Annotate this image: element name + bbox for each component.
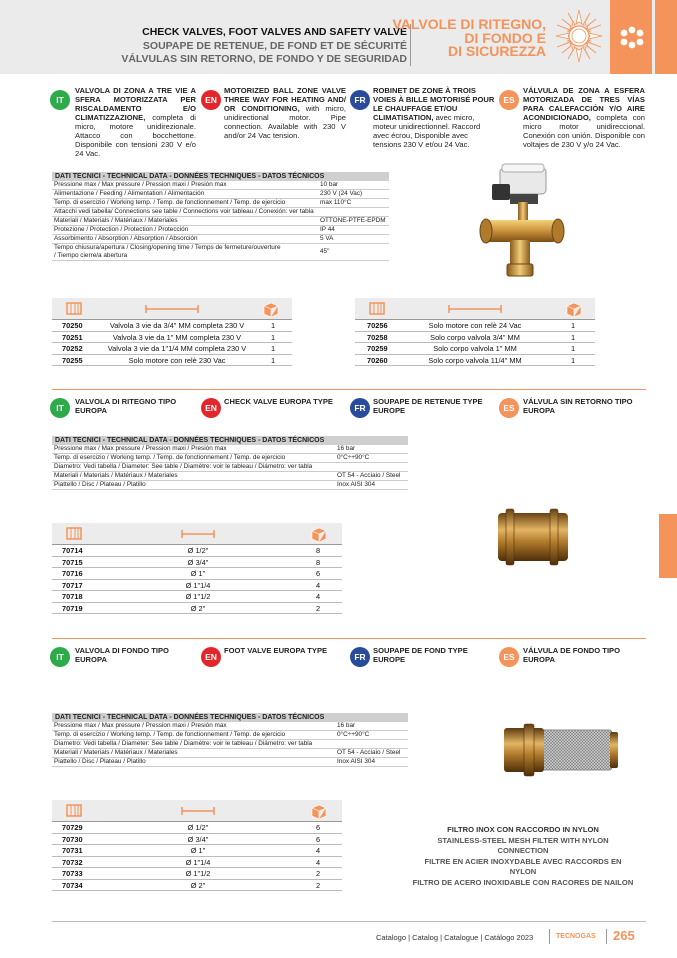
package-icon xyxy=(262,301,280,317)
product-code: 70255 xyxy=(62,355,83,365)
table-row xyxy=(52,591,342,603)
footer-catalog: Catalogo | Catalog | Catalogue | Catálogo 2023 xyxy=(376,933,534,942)
product-qty: 2 xyxy=(316,869,321,878)
product-qty: 6 xyxy=(316,834,321,844)
tech-label: Materiali / Materials / Matériaux / Materiales xyxy=(54,749,178,756)
product-size: Ø 1"1/4 xyxy=(185,857,211,867)
tech-row xyxy=(52,226,389,235)
product-code: 70251 xyxy=(62,332,83,342)
tech-label: Attacchi vedi tabella/ Connections see table / Connections voir tableau / Conexión: ver tabla xyxy=(54,208,314,215)
product-size: Ø 1" xyxy=(190,846,206,855)
s1-desc-it: VALVOLA DI ZONA A TRE VIE A SFERA MOTORIZZATA PER RISCALDAMENTO E/O CLIMATIZZAZIONE, completa di micro, motore unidirezionale. Attacco con bocchettone. Disponibile con tensioni 230 V e/o 24 Vac. xyxy=(75,86,196,158)
tech-label: Temp. di esercizio / Working temp. / Temp. de fonctionnement / Temp. de ejercicio xyxy=(54,199,286,206)
product-code: 70259 xyxy=(367,344,388,353)
tech-label: Piattello / Disc / Plateau / Platillo xyxy=(54,758,146,765)
product-qty: 2 xyxy=(316,603,321,613)
section-divider xyxy=(52,638,646,639)
title-en: CHECK VALVES, FOOT VALVES AND SAFETY VALVE xyxy=(142,26,407,38)
tech-label: Diametro: Vedi tabella / Diameter: See table / Diamètre: voir le tableau / Diámetro: ver tabla xyxy=(54,463,313,470)
table-row xyxy=(52,822,342,834)
package-icon xyxy=(310,526,328,542)
tech-row xyxy=(52,454,408,463)
lang-badge-es: ES xyxy=(499,647,519,667)
code-icon xyxy=(66,526,82,541)
tech-label: Tempo chiusura/apertura / Closing/opening time / Temps de fermeture/ouverture / Tiempo cierre/a abertura xyxy=(54,244,281,259)
s3-title-it: VALVOLA DI FONDO TIPO EUROPA xyxy=(75,646,169,664)
lang-badge-es: ES xyxy=(499,398,519,418)
product-qty: 4 xyxy=(316,580,321,590)
tech-row xyxy=(52,758,408,767)
code-icon xyxy=(66,803,82,818)
header-accent-block xyxy=(610,0,652,74)
product-code: 70252 xyxy=(62,344,83,353)
tech-value: Inox AISI 304 xyxy=(337,758,376,765)
table-row xyxy=(52,857,342,869)
product-qty: 1 xyxy=(571,344,576,353)
tech-label: Protezione / Protection / Protection / Protección xyxy=(54,226,189,233)
tech-value: IP 44 xyxy=(320,226,335,233)
table-row xyxy=(355,343,595,355)
tech-value: OT 54 - Acciaio / Steel xyxy=(337,749,401,756)
table-row xyxy=(52,834,342,846)
s3-product-table xyxy=(52,800,342,891)
tech-label: Temp. di esercizio / Working temp. / Temp. de fonctionnement / Temp. de ejercicio xyxy=(54,454,286,461)
s1-product-table-right xyxy=(355,298,595,366)
table-row xyxy=(355,332,595,344)
tech-value: 230 V (24 Vac) xyxy=(320,190,363,197)
s3-title-es: VÁLVULA DE FONDO TIPO EUROPA xyxy=(523,646,621,664)
product-qty: 1 xyxy=(571,332,576,342)
product-code: 70258 xyxy=(367,332,388,342)
page-number: 265 xyxy=(613,928,635,943)
product-code: 70729 xyxy=(62,823,83,832)
tech-row xyxy=(52,463,408,472)
product-code: 70260 xyxy=(367,355,388,365)
product-size: Ø 1/2" xyxy=(187,823,209,832)
foot-valve-image xyxy=(500,722,640,778)
product-qty: 8 xyxy=(316,546,321,555)
section-divider xyxy=(52,389,646,390)
product-code: 70714 xyxy=(62,546,83,555)
motorized-valve-image xyxy=(470,160,570,285)
product-qty: 6 xyxy=(316,569,321,578)
s1-desc-fr: ROBINET DE ZONE À TROIS VOIES À BILLE MOTORISÉ POUR LE CHAUFFAGE ET/OU CLIMATISATION, avec micro, moteur unidirectionnel. Raccord avec écrou, Disponible avec tensions 230 V et/ou 24 Vac. xyxy=(373,86,495,149)
title-es: VÁLVULAS SIN RETORNO, DE FONDO Y DE SEGURIDAD xyxy=(121,53,407,65)
s1-tech-title: DATI TECNICI - TECHNICAL DATA - DONNÉES TECHNIQUES - DATOS TÉCNICOS xyxy=(52,172,389,181)
tech-value: 0°C÷+90°C xyxy=(337,454,370,461)
tech-row xyxy=(52,190,389,199)
code-icon xyxy=(66,301,82,316)
description-icon xyxy=(447,304,503,314)
table-header xyxy=(52,298,292,320)
product-qty: 2 xyxy=(316,880,321,890)
product-qty: 4 xyxy=(316,592,321,601)
lang-badge-it: IT xyxy=(50,647,70,667)
footer-brand: TECNOGAS xyxy=(556,933,596,940)
table-row xyxy=(355,320,595,332)
product-qty: 1 xyxy=(271,344,276,353)
page-side-tab xyxy=(659,514,677,578)
product-code: 70717 xyxy=(62,580,83,590)
lang-badge-it: IT xyxy=(50,90,70,110)
product-code: 70731 xyxy=(62,846,83,855)
footer-divider xyxy=(52,921,646,922)
tech-row xyxy=(52,199,389,208)
table-row xyxy=(52,868,342,880)
table-header xyxy=(355,298,595,320)
product-description: Valvola 3 vie da 3/4" MM completa 230 V xyxy=(109,321,245,330)
product-description: Valvola 3 vie da 1"1/4 MM completa 230 V xyxy=(107,344,247,353)
table-row xyxy=(52,545,342,557)
tech-row xyxy=(52,235,389,244)
table-header xyxy=(52,800,342,822)
lang-badge-fr: FR xyxy=(350,398,370,418)
tech-value: OTTONE-PTFE-EPDM xyxy=(320,217,386,224)
s2-tech-title: DATI TECNICI - TECHNICAL DATA - DONNÉES TECHNIQUES - DATOS TÉCNICOS xyxy=(52,436,408,445)
table-row xyxy=(52,845,342,857)
s1-tech-table xyxy=(52,172,389,261)
product-code: 70250 xyxy=(62,321,83,330)
package-icon xyxy=(565,301,583,317)
tech-value: max 110°C xyxy=(320,199,352,206)
lang-badge-it: IT xyxy=(50,398,70,418)
tech-value: 10 bar xyxy=(320,181,339,188)
product-code: 70719 xyxy=(62,603,83,613)
product-code: 70732 xyxy=(62,857,83,867)
product-qty: 4 xyxy=(316,846,321,855)
product-size: Ø 2" xyxy=(190,603,206,613)
tech-label: Piattello / Disc / Plateau / Platillo xyxy=(54,481,146,488)
product-description: Solo corpo valvola 1" MM xyxy=(433,344,517,353)
tech-label: Temp. di esercizio / Working temp. / Temp. de fonctionnement / Temp. de ejercicio xyxy=(54,731,286,738)
tech-value: 0°C÷+90°C xyxy=(337,731,370,738)
product-size: Ø 1"1/2 xyxy=(185,592,211,601)
product-code: 70733 xyxy=(62,869,83,878)
s1-desc-en: MOTORIZED BALL ZONE VALVE THREE WAY FOR HEATING AND/ OR CONDITIONING, with micro, unidirectional motor. Pipe connection. Available with 230 V and/or 24 Vac tension. xyxy=(224,86,346,140)
s3-title-fr: SOUPAPE DE FOND TYPE EUROPE xyxy=(373,646,468,664)
table-row xyxy=(52,557,342,569)
lang-badge-fr: FR xyxy=(350,647,370,667)
s2-title-es: VÁLVULA SIN RETORNO TIPO EUROPA xyxy=(523,397,633,415)
tech-value: 45" xyxy=(320,248,330,255)
product-code: 70256 xyxy=(367,321,388,330)
tech-label: Pressione max / Max pressure / Pression maxi / Presión max xyxy=(54,722,227,729)
diameter-icon xyxy=(180,529,216,539)
s1-product-table-left xyxy=(52,298,292,366)
table-row xyxy=(52,355,292,367)
tech-value: 16 bar xyxy=(337,445,356,452)
dots-icon xyxy=(610,0,652,74)
product-qty: 4 xyxy=(316,857,321,867)
product-description: Valvola 3 vie da 1" MM completa 230 V xyxy=(112,332,242,342)
lang-badge-fr: FR xyxy=(350,90,370,110)
product-size: Ø 1/2" xyxy=(187,546,209,555)
s2-title-fr: SOUPAPE DE RETENUE TYPE EUROPE xyxy=(373,397,483,415)
product-code: 70730 xyxy=(62,834,83,844)
tech-row xyxy=(52,472,408,481)
s2-tech-table xyxy=(52,436,408,490)
tech-row xyxy=(52,731,408,740)
tech-row xyxy=(52,208,389,217)
product-code: 70734 xyxy=(62,880,83,890)
product-size: Ø 1"1/4 xyxy=(185,580,211,590)
tech-value: 16 bar xyxy=(337,722,356,729)
table-row xyxy=(355,355,595,367)
tech-label: Materiali / Materials / Matériaux / Materiales xyxy=(54,472,178,479)
table-row xyxy=(52,320,292,332)
product-description: Solo motore con relè 24 Vac xyxy=(428,321,522,330)
tech-value: 5 VA xyxy=(320,235,334,242)
package-icon xyxy=(310,803,328,819)
product-size: Ø 1"1/2 xyxy=(185,869,211,878)
product-size: Ø 2" xyxy=(190,880,206,890)
table-row xyxy=(52,568,342,580)
lang-badge-en: EN xyxy=(201,398,221,418)
tech-value: Inox AISI 304 xyxy=(337,481,376,488)
table-row xyxy=(52,580,342,592)
table-header xyxy=(52,523,342,545)
product-description: Solo corpo valvola 3/4" MM xyxy=(430,332,520,342)
s3-tech-table xyxy=(52,713,408,767)
table-row xyxy=(52,343,292,355)
tech-label: Alimentazione / Feeding / Alimentation / Alimentación xyxy=(54,190,205,197)
s2-title-it: VALVOLA DI RITEGNO TIPO EUROPA xyxy=(75,397,177,415)
tech-row xyxy=(52,481,408,490)
lang-badge-en: EN xyxy=(201,647,221,667)
sun-logo-icon xyxy=(554,8,604,64)
filter-caption: FILTRO INOX CON RACCORDO IN NYLON STAINLESS-STEEL MESH FILTER WITH NYLON CONNECTION FILTRE EN ACIER INOXYDABLE AVEC RACCORDS EN NYLON FILTRO DE ACERO INOXIDABLE CON RACORES DE NAILON xyxy=(412,825,634,887)
description-icon xyxy=(144,304,200,314)
title-fr: SOUPAPE DE RETENUE, DE FOND ET DE SÉCURITÉ xyxy=(142,40,407,52)
tech-row xyxy=(52,181,389,190)
product-size: Ø 3/4" xyxy=(187,557,209,567)
product-code: 70718 xyxy=(62,592,83,601)
lang-badge-en: EN xyxy=(201,90,221,110)
tech-row xyxy=(52,445,408,454)
product-size: Ø 1" xyxy=(190,569,206,578)
tech-label: Pressione max / Max pressure / Pression maxi / Presión max xyxy=(54,181,227,188)
tech-label: Assorbimento / Absorption / Absorption / Absorción xyxy=(54,235,198,242)
diameter-icon xyxy=(180,806,216,816)
tech-row xyxy=(52,244,389,261)
product-qty: 1 xyxy=(271,355,276,365)
product-code: 70715 xyxy=(62,557,83,567)
tech-row xyxy=(52,749,408,758)
product-size: Ø 3/4" xyxy=(187,834,209,844)
table-row xyxy=(52,603,342,615)
product-code: 70716 xyxy=(62,569,83,578)
tech-value: OT 54 - Acciaio / Steel xyxy=(337,472,401,479)
product-qty: 6 xyxy=(316,823,321,832)
lang-badge-es: ES xyxy=(499,90,519,110)
product-qty: 1 xyxy=(271,332,276,342)
s3-title-en: FOOT VALVE EUROPA TYPE xyxy=(224,646,328,655)
header-accent-strip xyxy=(655,0,677,74)
tech-label: Materiali / Materials / Matériaux / Materiales xyxy=(54,217,178,224)
footer-separator xyxy=(549,929,550,944)
tech-label: Diametro: Vedi tabella / Diameter: See table / Diamètre: voir le tableau / Diámetro: ver tabla xyxy=(54,740,313,747)
tech-row xyxy=(52,740,408,749)
tech-row xyxy=(52,722,408,731)
product-qty: 1 xyxy=(571,321,576,330)
product-qty: 1 xyxy=(271,321,276,330)
table-row xyxy=(52,332,292,344)
s2-product-table xyxy=(52,523,342,614)
s2-title-en: CHECK VALVE EUROPA TYPE xyxy=(224,397,333,406)
product-description: Solo corpo valvola 11/4" MM xyxy=(428,355,522,365)
table-row xyxy=(52,880,342,892)
check-valve-image xyxy=(492,505,574,569)
title-it: VALVOLE DI RITEGNO, DI FONDO E DI SICUREZZA xyxy=(392,16,546,59)
code-icon xyxy=(369,301,385,316)
s3-tech-title: DATI TECNICI - TECHNICAL DATA - DONNÉES TECHNIQUES - DATOS TÉCNICOS xyxy=(52,713,408,722)
s1-desc-es: VÁLVULA DE ZONA A ESFERA MOTORIZADA DE TRES VÍAS PARA CALEFACCIÓN Y/O AIRE ACONDICIONADO, completa con micro motor unidireccional. Conexión con unión. Disponible con voltajes de 230 V y/o 24 Vac. xyxy=(523,86,645,149)
tech-row xyxy=(52,217,389,226)
footer-separator xyxy=(606,929,607,944)
tech-label: Pressione max / Max pressure / Pression maxi / Presión max xyxy=(54,445,227,452)
product-qty: 1 xyxy=(571,355,576,365)
product-description: Solo motore con relè 230 Vac xyxy=(128,355,226,365)
product-qty: 8 xyxy=(316,557,321,567)
